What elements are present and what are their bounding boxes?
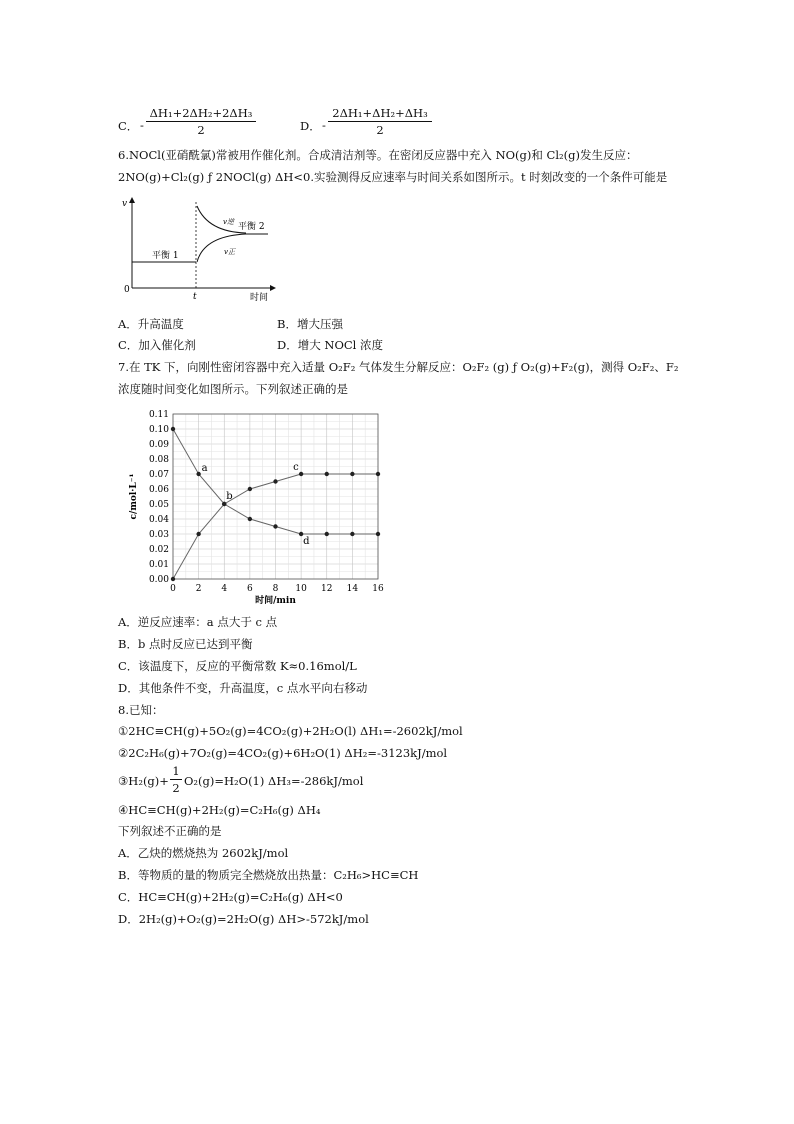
series-2-point: [350, 472, 354, 476]
series-2-point: [248, 487, 252, 491]
point-label-b: b: [226, 491, 233, 502]
y-tick-label: 0.04: [148, 515, 169, 525]
q8-equation-3-prefix: ③H₂(g)+: [118, 774, 169, 788]
q6-t-label: t: [193, 292, 197, 302]
q7-option-b: B．b 点时反应已达到平衡: [118, 637, 253, 651]
q8-equation-4: ④HC≡CH(g)+2H₂(g)=C₂H₆(g) ΔH₄: [118, 803, 321, 817]
series-2-point: [299, 472, 303, 476]
x-tick-label: 8: [272, 584, 279, 594]
series-1-point: [196, 472, 200, 476]
y-tick-label: 0.10: [148, 425, 169, 435]
q6-equilibrium-2-label: 平衡 2: [238, 222, 265, 232]
x-tick-label: 0: [170, 584, 176, 594]
x-tick-label: 16: [372, 584, 384, 594]
q6-x-axis-label: 时间: [250, 293, 269, 303]
q8-equation-3-numerator: 1: [170, 764, 182, 780]
series-2-point: [376, 472, 380, 476]
q8-equation-2: ②2C₂H₆(g)+7O₂(g)=4CO₂(g)+6H₂O(1) ΔH₂=-3123kJ/mol: [118, 746, 448, 760]
q8-stem: 下列叙述不正确的是: [118, 824, 222, 838]
q6-reverse-rate-label: v逆: [223, 218, 234, 226]
q5-option-d-label: D．: [300, 119, 321, 133]
x-tick-label: 2: [195, 584, 202, 594]
q8-equation-3-suffix: O₂(g)=H₂O(1) ΔH₃=-286kJ/mol: [184, 774, 364, 788]
point-label-d: d: [303, 536, 310, 547]
q6-forward-rate-curve: [197, 234, 246, 262]
q6-option-d: D．增大 NOCl 浓度: [277, 338, 383, 352]
series-2-point: [171, 577, 175, 581]
q6-option-c: C．加入催化剂: [118, 338, 196, 352]
x-tick-label: 4: [221, 584, 228, 594]
x-tick-label: 6: [247, 584, 253, 594]
q5-option-d-sign: -: [322, 118, 326, 132]
series-2-point: [222, 502, 226, 506]
q7-stem-line-2: 浓度随时间变化如图所示。下列叙述正确的是: [118, 382, 348, 396]
q8-title: 8.已知：: [118, 703, 164, 717]
q8-option-a: A．乙炔的燃烧热为 2602kJ/mol: [118, 846, 289, 860]
series-1-point: [350, 532, 354, 536]
q5-option-c-denominator: 2: [197, 123, 205, 137]
x-tick-label: 12: [321, 584, 333, 594]
q5-option-c-label: C．: [118, 119, 139, 133]
q7-option-a: A．逆反应速率：a 点大于 c 点: [118, 615, 278, 629]
q6-stem-line-2: 2NO(g)+Cl₂(g) ƒ 2NOCl(g) ΔH<0.实验测得反应速率与时间关系如图所示。t 时刻改变的一个条件可能是: [118, 170, 668, 184]
q8-equation-3-denominator: 2: [172, 781, 180, 795]
q5-option-d-denominator: 2: [376, 123, 384, 137]
y-tick-label: 0.11: [148, 410, 169, 420]
x-tick-label: 14: [346, 584, 359, 594]
y-tick-label: 0.06: [148, 485, 169, 495]
y-tick-label: 0.08: [148, 455, 169, 465]
y-tick-label: 0.02: [148, 545, 169, 555]
series-2-point: [196, 532, 200, 536]
q8-option-c: C．HC≡CH(g)+2H₂(g)=C₂H₆(g) ΔH<0: [118, 890, 343, 904]
series-1-point: [376, 532, 380, 536]
q8-equation-1: ①2HC≡CH(g)+5O₂(g)=4CO₂(g)+2H₂O(l) ΔH₁=-2602kJ/mol: [118, 724, 463, 738]
point-label-c: c: [293, 462, 299, 473]
q5-option-c-numerator: ΔH₁+2ΔH₂+2ΔH₃: [146, 106, 256, 122]
point-label-a: a: [201, 463, 208, 474]
q6-option-a: A．升高温度: [118, 317, 184, 331]
q6-option-b: B．增大压强: [277, 317, 343, 331]
y-tick-label: 0.03: [148, 530, 169, 540]
series-2-point: [273, 479, 277, 483]
q8-equation-3-fraction: [170, 764, 182, 795]
series-1-point: [171, 427, 175, 431]
q7-option-c: C．该温度下，反应的平衡常数 K≈0.16mol/L: [118, 659, 357, 673]
q7-concentration-chart: [118, 400, 388, 610]
x-axis-label: 时间/min: [255, 596, 296, 606]
series-1-point: [325, 532, 329, 536]
series-2-point: [325, 472, 329, 476]
q7-stem-line-1: 7.在 TK 下，向刚性密闭容器中充入适量 O₂F₂ 气体发生分解反应：O₂F₂ (g) ƒ O₂(g)+F₂(g)，测得 O₂F₂、F₂: [118, 360, 679, 374]
y-tick-label: 0.01: [148, 560, 169, 570]
q6-rate-time-graph: [118, 196, 278, 306]
q6-equilibrium-1-label: 平衡 1: [152, 251, 179, 261]
y-tick-label: 0.05: [148, 500, 169, 510]
q7-option-d: D．其他条件不变，升高温度，c 点水平向右移动: [118, 681, 368, 695]
q8-option-d: D．2H₂(g)+O₂(g)=2H₂O(g) ΔH>-572kJ/mol: [118, 912, 369, 926]
q5-option-d-numerator: 2ΔH₁+ΔH₂+ΔH₃: [328, 106, 432, 122]
series-1-point: [273, 524, 277, 528]
q6-stem-line-1: 6.NOCl(亚硝酰氯)常被用作催化剂。合成清洁剂等。在密闭反应器中充入 NO(g)和 Cl₂(g)发生反应：: [118, 148, 638, 162]
q5-option-c-sign: -: [140, 118, 144, 132]
y-tick-label: 0.07: [148, 470, 169, 480]
q6-forward-rate-label: v正: [224, 248, 235, 256]
y-axis-label: c/mol·L⁻¹: [129, 473, 139, 520]
q5-option-d-fraction: [328, 106, 432, 137]
series-1-point: [248, 517, 252, 521]
q6-origin-label: 0: [124, 285, 130, 295]
y-tick-label: 0.00: [148, 575, 169, 585]
y-tick-label: 0.09: [148, 440, 169, 450]
q6-y-axis-label: v: [122, 199, 128, 209]
q8-option-b: B．等物质的量的物质完全燃烧放出热量：C₂H₆>HC≡CH: [118, 868, 419, 882]
q5-option-c-fraction: [146, 106, 256, 137]
x-tick-label: 10: [295, 584, 307, 594]
